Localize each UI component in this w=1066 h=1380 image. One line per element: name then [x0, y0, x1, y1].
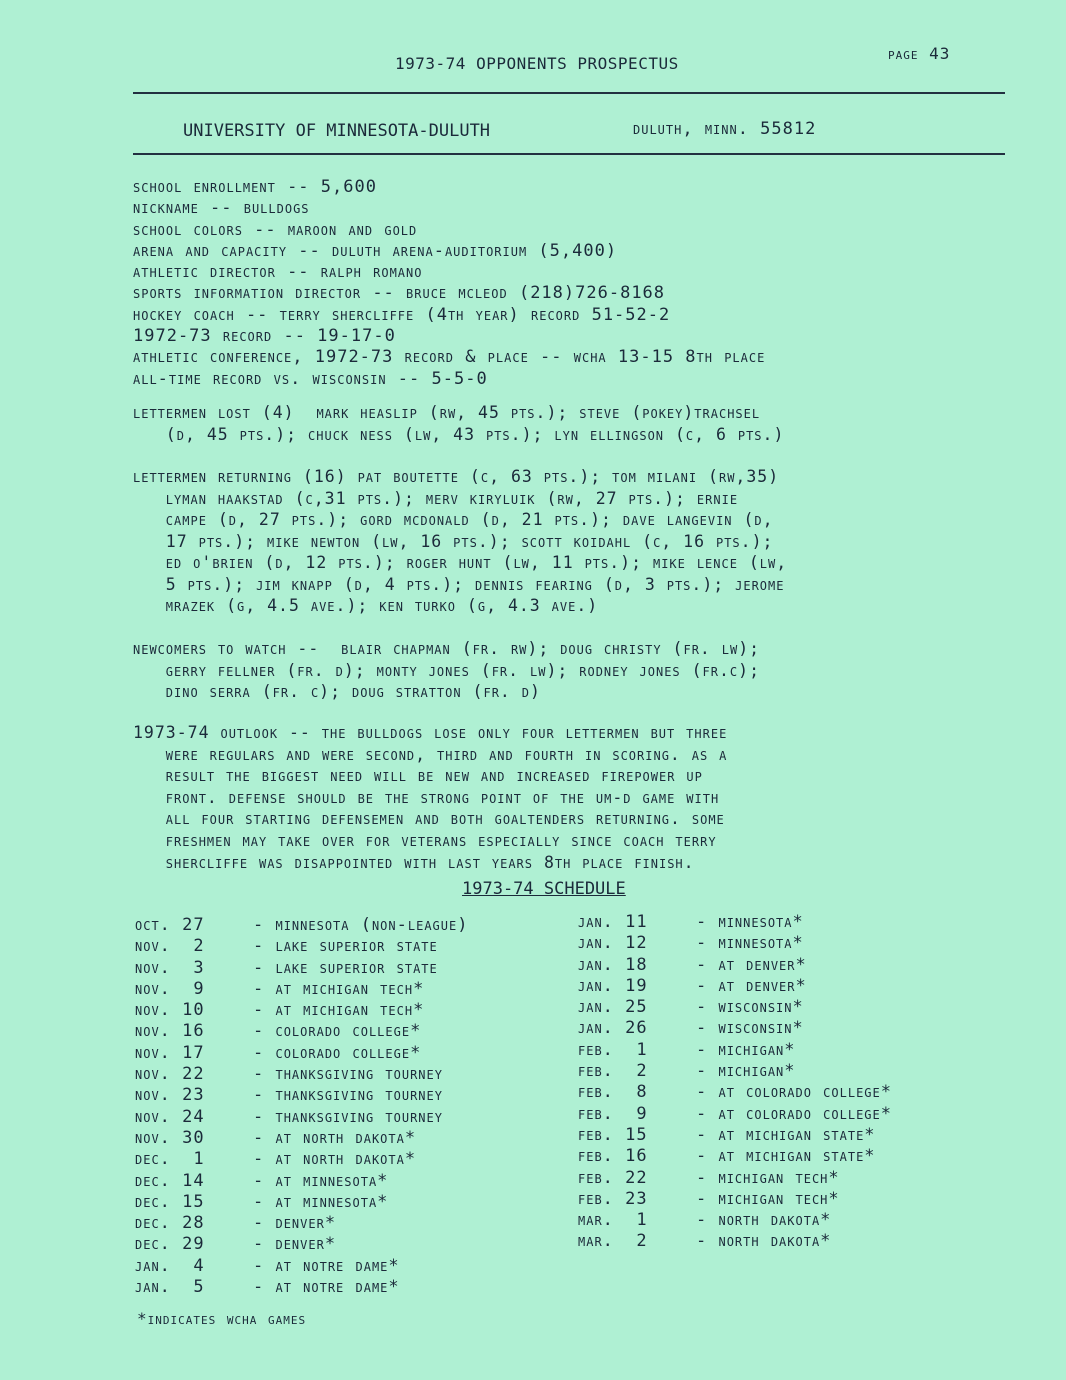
game-date: nov. 2 — [135, 936, 205, 957]
game-date: nov. 24 — [135, 1106, 205, 1127]
info-line: all-time record vs. wisconsin -- 5-5-0 — [133, 368, 488, 389]
schedule-game — [135, 1128, 468, 1149]
schedule-game — [578, 1231, 892, 1252]
schedule-game — [135, 979, 468, 1000]
game-date: feb. 16 — [578, 1146, 648, 1167]
schedule-game — [135, 1000, 468, 1021]
schedule-game — [578, 955, 892, 976]
game-date: mar. 1 — [578, 1210, 648, 1231]
schedule-game — [135, 1107, 468, 1128]
game-opponent: - at michigan tech* — [253, 978, 425, 999]
game-opponent: - denver* — [253, 1213, 337, 1234]
game-date: jan. 4 — [135, 1255, 205, 1276]
game-opponent: - at minnesota* — [253, 1191, 389, 1212]
game-date: feb. 2 — [578, 1061, 648, 1082]
schedule-game — [135, 1277, 468, 1298]
game-date: nov. 3 — [135, 957, 205, 978]
schedule-game — [578, 1210, 892, 1231]
header-divider — [133, 153, 1005, 155]
schedule-game — [135, 1213, 468, 1234]
game-date: jan. 12 — [578, 933, 648, 954]
game-opponent: - thanksgiving tourney — [253, 1106, 443, 1127]
game-opponent: - minnesota* — [696, 912, 804, 932]
game-date: jan. 25 — [578, 997, 648, 1018]
game-opponent: - wisconsin* — [696, 997, 804, 1018]
game-opponent: - minnesota* — [696, 933, 804, 954]
game-opponent: - denver* — [253, 1234, 337, 1255]
game-opponent: - michigan* — [696, 1061, 796, 1082]
schedule-game — [578, 1125, 892, 1146]
game-opponent: - colorado college* — [253, 1042, 422, 1063]
schedule-game — [578, 1061, 892, 1082]
game-date: nov. 16 — [135, 1021, 205, 1042]
game-opponent: - at minnesota* — [253, 1170, 389, 1191]
game-opponent: - michigan tech* — [696, 1167, 840, 1188]
schedule-game — [578, 976, 892, 997]
outlook: 1973-74 outlook -- the bulldogs lose only four lettermen but three were regulars and were second, third and fourth in scoring. as a result the biggest need will be new and increased firepower up front. defense should be the strong point of the um-d game with all four starting defensemen and both goaltenders returning. some freshmen may take over for veterans especially since coach terry shercliffe was disappointed with last years 8th place finish. — [133, 723, 728, 872]
game-opponent: - lake superior state — [253, 936, 438, 957]
schedule-game — [578, 933, 892, 954]
info-line: hockey coach -- terry shercliffe (4th year) record 51-52-2 — [133, 304, 671, 325]
school-info-list — [133, 177, 765, 390]
info-line: athletic conference, 1972-73 record & place -- wcha 13-15 8th place — [133, 347, 766, 368]
game-opponent: - at north dakota* — [253, 1149, 417, 1170]
schedule-title: 1973-74 SCHEDULE — [462, 879, 626, 899]
schedule-game — [578, 1168, 892, 1189]
page-number: page 43 — [888, 44, 951, 63]
info-line: arena and capacity -- duluth arena-auditorium (5,400) — [133, 240, 618, 261]
game-date: oct. 27 — [135, 915, 205, 935]
game-opponent: - north dakota* — [696, 1210, 832, 1231]
info-line: school enrollment -- 5,600 — [133, 177, 377, 197]
game-date: feb. 8 — [578, 1082, 648, 1103]
game-opponent: - at notre dame* — [253, 1255, 400, 1276]
game-opponent: - thanksgiving tourney — [253, 1064, 443, 1085]
game-date: nov. 9 — [135, 978, 205, 999]
game-opponent: - at michigan state* — [696, 1124, 876, 1145]
schedule-game — [135, 958, 468, 979]
game-opponent: - michigan tech* — [696, 1188, 840, 1209]
game-date: feb. 23 — [578, 1188, 648, 1209]
schedule-game — [135, 1234, 468, 1255]
game-date: dec. 1 — [135, 1149, 205, 1170]
game-date: nov. 10 — [135, 1000, 205, 1021]
newcomers-to-watch: newcomers to watch -- blair chapman (fr. rw); doug christy (fr. lw); gerry fellner (fr. d); monty jones (fr. lw); rodney jones (fr.c); dino serra (fr. c); doug stratton (fr. d) — [133, 639, 761, 701]
game-date: feb. 22 — [578, 1167, 648, 1188]
top-divider — [133, 92, 1005, 94]
game-opponent: - at north dakota* — [253, 1127, 417, 1148]
lettermen-returning: lettermen returning (16) pat boutette (c, 63 pts.); tom milani (rw,35) lyman haakstad (c,31 pts.); merv kiryluik (rw, 27 pts.); ernie campe (d, 27 pts.); gord mcdonald (d, 21 pts.); dave langevin (d, 17 pts.); mike newton (lw, 16 pts.); scott koidahl (c, 16 pts.); ed o'brien (d, 12 pts.); roger hunt (lw, 11 pts.); mike lence (lw, 5 pts.); jim knapp (d, 4 pts.); dennis fearing (d, 3 pts.); jerome mrazek (g, 4.5 ave.); ken turko (g, 4.3 ave.) — [133, 467, 788, 615]
schedule-game — [135, 1171, 468, 1192]
game-date: nov. 23 — [135, 1085, 205, 1106]
game-date: feb. 15 — [578, 1124, 648, 1145]
lettermen-lost: lettermen lost (4) mark heaslip (rw, 45 pts.); steve (pokey)trachsel (d, 45 pts.); chuck ness (lw, 43 pts.); lyn ellingson (c, 6 pts.) — [133, 403, 785, 444]
university-name: UNIVERSITY OF MINNESOTA-DULUTH — [183, 121, 491, 141]
schedule-game — [135, 1064, 468, 1085]
schedule-footnote: *indicates wcha games — [137, 1309, 307, 1328]
game-date: jan. 5 — [135, 1277, 205, 1298]
game-date: feb. 9 — [578, 1103, 648, 1124]
schedule-right-column — [578, 912, 892, 1253]
schedule-game — [578, 1040, 892, 1061]
game-opponent: - north dakota* — [696, 1231, 832, 1252]
game-date: mar. 2 — [578, 1231, 648, 1252]
game-date: nov. 17 — [135, 1042, 205, 1063]
game-date: dec. 28 — [135, 1213, 205, 1234]
schedule-game — [578, 1018, 892, 1039]
info-line: sports information director -- bruce mcleod (218)726-8168 — [133, 283, 666, 304]
game-date: dec. 15 — [135, 1191, 205, 1212]
game-date: jan. 18 — [578, 954, 648, 975]
schedule-game — [135, 1149, 468, 1170]
schedule-left-column — [135, 915, 468, 1298]
page-title: 1973-74 OPPONENTS PROSPECTUS — [395, 54, 679, 73]
info-line: athletic director -- ralph romano — [133, 262, 423, 283]
info-line: school colors -- maroon and gold — [133, 219, 418, 240]
game-date: dec. 29 — [135, 1234, 205, 1255]
game-opponent: - michigan* — [696, 1039, 796, 1060]
info-line: nickname -- bulldogs — [133, 198, 310, 219]
game-opponent: - minnesota (non-league) — [253, 915, 469, 935]
game-opponent: - at colorado college* — [696, 1082, 892, 1103]
game-opponent: - at michigan state* — [696, 1146, 876, 1167]
schedule-game — [578, 1146, 892, 1167]
game-opponent: - at notre dame* — [253, 1277, 400, 1298]
game-date: jan. 26 — [578, 1018, 648, 1039]
schedule-game — [578, 1082, 892, 1103]
game-date: feb. 1 — [578, 1039, 648, 1060]
game-opponent: - at denver* — [696, 954, 807, 975]
schedule-game — [578, 997, 892, 1018]
schedule-game — [135, 915, 468, 936]
game-date: dec. 14 — [135, 1170, 205, 1191]
game-opponent: - thanksgiving tourney — [253, 1085, 443, 1106]
game-date: jan. 11 — [578, 912, 648, 932]
schedule-game — [135, 1021, 468, 1042]
info-line: 1972-73 record -- 19-17-0 — [133, 326, 396, 347]
game-date: nov. 30 — [135, 1127, 205, 1148]
game-opponent: - wisconsin* — [696, 1018, 804, 1039]
schedule-game — [578, 912, 892, 933]
schedule-game — [135, 1085, 468, 1106]
game-opponent: - at denver* — [696, 975, 807, 996]
game-opponent: - colorado college* — [253, 1021, 422, 1042]
schedule-game — [578, 1104, 892, 1125]
game-opponent: - lake superior state — [253, 957, 438, 978]
schedule-game — [135, 936, 468, 957]
university-city: duluth, minn. 55812 — [633, 119, 817, 139]
schedule-game — [135, 1256, 468, 1277]
game-date: nov. 22 — [135, 1064, 205, 1085]
schedule-game — [135, 1192, 468, 1213]
schedule-game — [135, 1043, 468, 1064]
game-opponent: - at colorado college* — [696, 1103, 892, 1124]
game-date: jan. 19 — [578, 975, 648, 996]
game-opponent: - at michigan tech* — [253, 1000, 425, 1021]
schedule-game — [578, 1189, 892, 1210]
